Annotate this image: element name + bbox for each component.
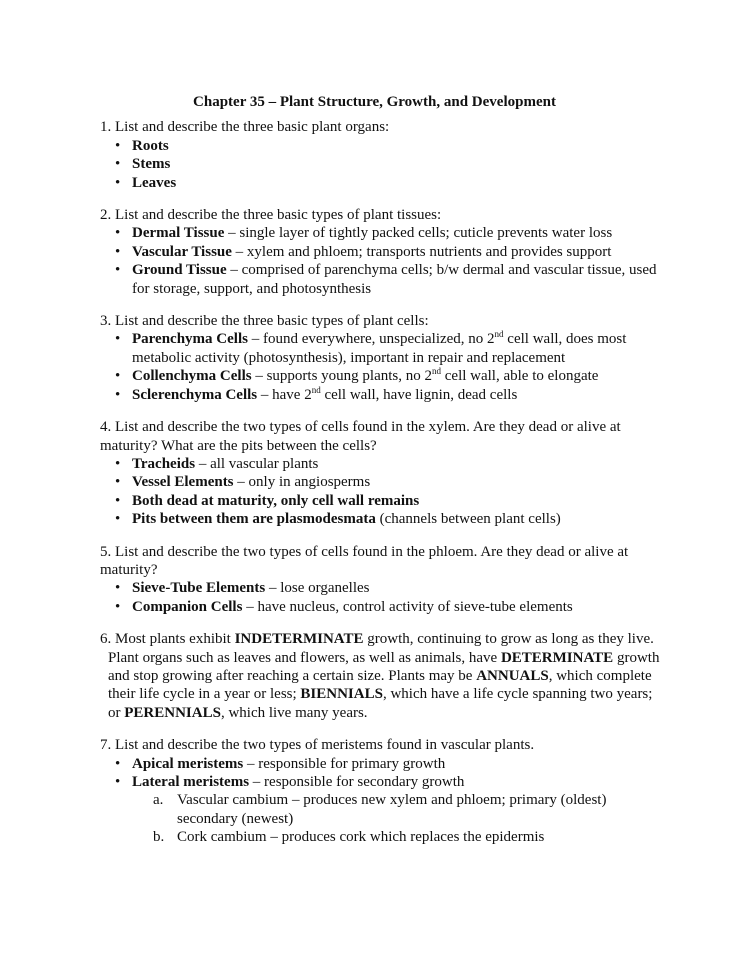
text-run: 5. List and describe the two types of cells found in the phloem. Are they dead or alive at maturity? [100, 543, 629, 578]
bullet-icon: • [115, 225, 121, 242]
question-list [100, 118, 670, 846]
bullet-icon: • [115, 156, 121, 173]
text-run: 4. List and describe the two types of cells found in the xylem. Are they dead or alive at maturity? What are the pits between the cells? [100, 419, 621, 454]
bold-term: Pits between them are plasmodesmata [132, 511, 376, 528]
sub-list-text: Cork cambium – produces cork which replaces the epidermis [177, 829, 545, 846]
bullet-icon: • [115, 386, 121, 403]
text-run: – single layer of tightly packed cells; cuticle prevents water loss [224, 225, 613, 242]
bold-term: PERENNIALS [124, 704, 221, 721]
answer-list [100, 137, 670, 192]
superscript: nd [432, 366, 441, 377]
text-run: , which have a life cycle spanning two years; or [108, 686, 653, 721]
superscript: nd [494, 329, 504, 340]
list-item [100, 455, 662, 473]
superscript: nd [311, 384, 321, 395]
text-run: – only in angiosperms [233, 474, 371, 491]
question-section [100, 418, 670, 528]
bold-term: Stems [132, 156, 171, 173]
bullet-icon: • [115, 331, 121, 348]
list-item [100, 367, 662, 385]
bullet-icon: • [115, 262, 121, 279]
text-run: growth, continuing to grow as long as they live. Plant organs such as leaves and flowers, as well as animals, have [108, 631, 654, 666]
text-run: – xylem and phloem; transports nutrients and provides support [231, 243, 612, 260]
bullet-icon: • [115, 598, 121, 615]
bold-term: Apical meristems [132, 755, 244, 772]
list-item [100, 261, 662, 298]
text-run: , which live many years. [220, 704, 368, 721]
bold-term: Ground Tissue [132, 262, 227, 279]
list-item [100, 579, 662, 597]
bold-term: Both dead at maturity, only cell wall remains [132, 492, 420, 509]
text-run: – found everywhere, unspecialized, no 2 [247, 331, 495, 348]
bullet-icon: • [115, 137, 121, 154]
bullet-icon: • [115, 492, 121, 509]
sub-list-item [100, 791, 647, 828]
list-item [100, 224, 662, 242]
text-run: , which complete their life cycle in a year or less; [108, 667, 652, 703]
bold-term: Vessel Elements [132, 474, 234, 491]
text-run: – have 2 [257, 386, 312, 403]
text-run: 2. List and describe the three basic types of plant tissues: [100, 207, 442, 224]
question-section [100, 736, 670, 846]
bold-term: INDETERMINATE [234, 631, 364, 648]
answer-list [100, 755, 670, 792]
text-run: 1. List and describe the three basic plant organs: [100, 119, 390, 136]
bullet-icon: • [115, 755, 121, 772]
text-run: cell wall, does most metabolic activity (photosynthesis), important in repair and replacement [132, 331, 627, 366]
bold-term: ANNUALS [476, 667, 549, 684]
bold-term: Roots [132, 137, 169, 154]
question-prompt [100, 206, 660, 224]
text-run: – responsible for primary growth [243, 755, 446, 772]
sub-list-item [100, 828, 647, 846]
list-item [100, 492, 662, 510]
question-prompt [100, 312, 660, 330]
text-run: 6. Most plants exhibit [100, 631, 235, 648]
page-title: Chapter 35 – Plant Structure, Growth, and Development [193, 94, 556, 110]
bullet-icon: • [115, 243, 121, 260]
question-prompt [100, 418, 660, 455]
list-item [100, 174, 662, 192]
text-run: 7. List and describe the two types of meristems found in vascular plants. [100, 737, 535, 754]
bold-term: Parenchyma Cells [132, 331, 248, 348]
bold-term: Vascular Tissue [132, 243, 232, 260]
bold-term: BIENNIALS [300, 686, 383, 703]
text-run: growth and stop growing after reaching a certain size. Plants may be [108, 649, 660, 684]
list-item [100, 773, 662, 791]
list-item [100, 155, 662, 173]
question-prompt [100, 630, 668, 722]
text-run: cell wall, have lignin, dead cells [320, 386, 518, 403]
bold-term: Tracheids [132, 455, 196, 472]
answer-list [100, 224, 670, 298]
bullet-icon: • [115, 368, 121, 385]
document-page [100, 93, 670, 861]
bold-term: Sclerenchyma Cells [132, 386, 258, 403]
bold-term: Dermal Tissue [132, 225, 225, 242]
list-item [100, 598, 662, 616]
text-run: (channels between plant cells) [375, 511, 561, 528]
text-run: cell wall, able to elongate [441, 368, 599, 385]
sub-list [100, 791, 670, 846]
question-section [100, 312, 670, 404]
bullet-icon: • [115, 474, 121, 491]
bold-term: Sieve-Tube Elements [132, 580, 266, 597]
bold-term: Collenchyma Cells [132, 368, 252, 385]
answer-list [100, 455, 670, 529]
bold-term: Lateral meristems [132, 774, 250, 790]
list-item [100, 510, 662, 528]
text-run: – have nucleus, control activity of sieve-tube elements [242, 598, 573, 615]
answer-list [100, 579, 670, 616]
bold-term: DETERMINATE [500, 649, 614, 666]
bullet-icon: • [115, 174, 121, 191]
text-run: – comprised of parenchyma cells; b/w dermal and vascular tissue, used for storage, support, and photosynthesis [132, 262, 657, 297]
question-section [100, 118, 670, 192]
list-item [100, 137, 662, 155]
list-item [100, 755, 662, 773]
list-item [100, 473, 662, 491]
sub-list-text: Vascular cambium – produces new xylem and phloem; primary (oldest) secondary (newest) [177, 792, 607, 827]
answer-list [100, 330, 670, 404]
bold-term: Companion Cells [132, 598, 243, 615]
question-section [100, 206, 670, 298]
text-run: – lose organelles [265, 580, 370, 597]
bullet-icon: • [115, 580, 121, 597]
sub-list-marker: b. [153, 829, 165, 846]
bold-term: Leaves [132, 174, 177, 191]
bullet-icon: • [115, 511, 121, 528]
question-prompt [100, 736, 660, 754]
list-item [100, 243, 662, 261]
text-run: – all vascular plants [195, 455, 319, 472]
question-prompt [100, 118, 660, 136]
text-run: 3. List and describe the three basic types of plant cells: [100, 313, 429, 330]
list-item [100, 386, 662, 404]
question-prompt [100, 543, 660, 580]
sub-list-marker: a. [153, 792, 164, 809]
question-section [100, 630, 670, 722]
text-run: – supports young plants, no 2 [251, 368, 432, 385]
bullet-icon: • [115, 455, 121, 472]
question-section [100, 543, 670, 617]
text-run: – responsible for secondary growth [249, 774, 465, 790]
bullet-icon: • [115, 774, 121, 790]
list-item [100, 330, 662, 367]
